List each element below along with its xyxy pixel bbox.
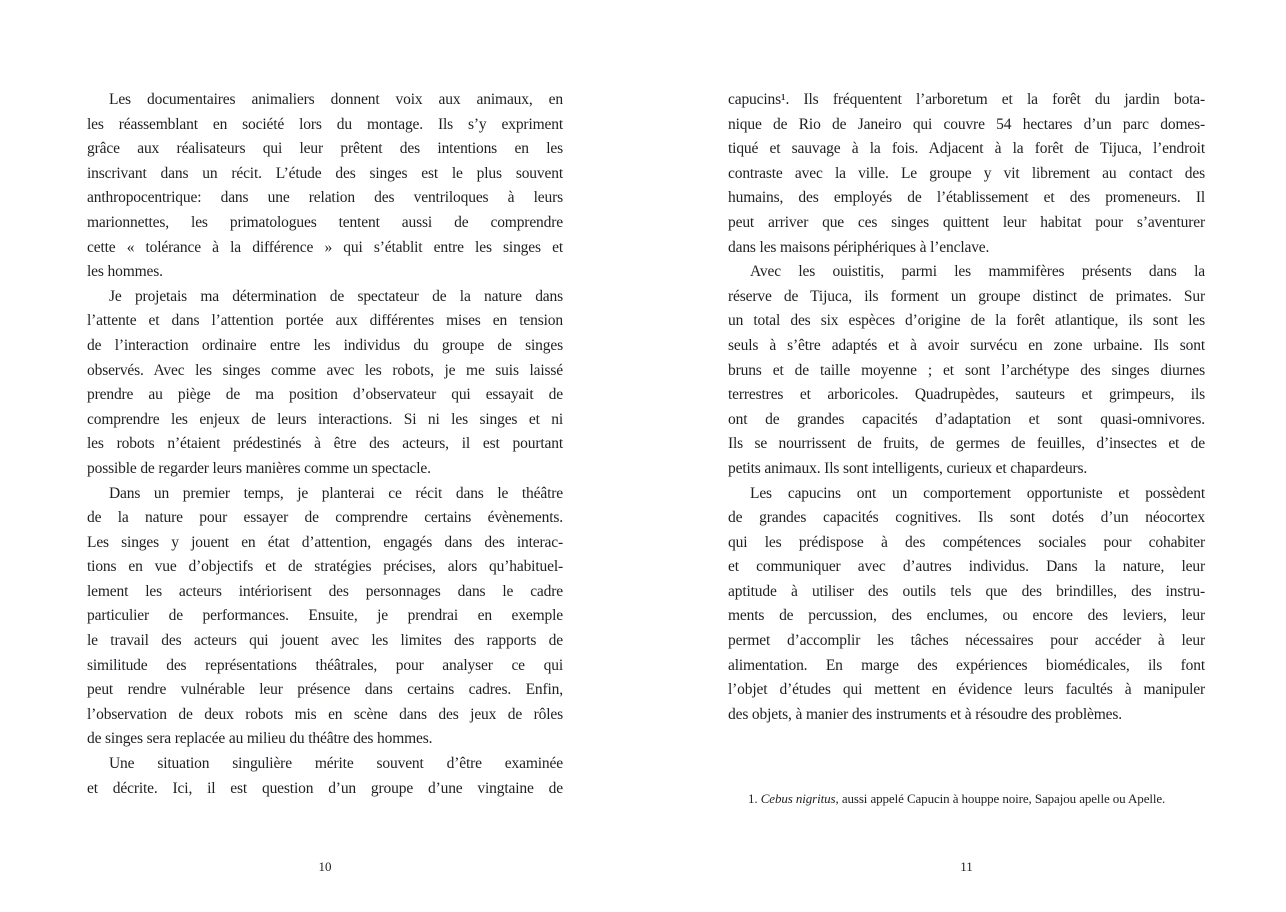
text-line: l’attente et dans l’attention portée aux différentes mises en tension <box>87 312 563 330</box>
footnote-text: , aussi appelé Capucin à houppe noire, Sapajou apelle ou Apelle. <box>835 791 1166 806</box>
text-line: les hommes. <box>87 263 163 281</box>
text-line: marionnettes, les primatologues tentent aussi de comprendre <box>87 213 563 231</box>
text-line: Une situation singulière mérite souvent d’être examinée <box>109 755 563 773</box>
text-line: les robots n’étaient prédestinés à être des acteurs, il est pourtant <box>87 435 563 453</box>
text-line: inscrivant dans un récit. L’étude des singes est le plus souvent <box>87 164 563 182</box>
text-line: observés. Avec les singes comme avec les robots, je me suis laissé <box>87 361 563 379</box>
text-line: de l’interaction ordinaire entre les individus du groupe de singes <box>87 336 563 354</box>
text-line: Les capucins ont un comportement opportuniste et possèdent <box>750 484 1205 502</box>
text-block <box>87 88 563 801</box>
page-number-right: 11 <box>960 859 973 874</box>
text-line: l’objet d’études qui mettent en évidence leurs facultés à manipuler <box>728 681 1205 699</box>
text-line: Les singes y jouent en état d’attention, engagés dans des interac- <box>87 533 563 551</box>
text-line: peut arriver que ces singes quittent leur habitat pour s’aventurer <box>728 213 1205 231</box>
text-line: réserve de Tijuca, ils forment un groupe distinct de primates. Sur <box>728 287 1205 305</box>
text-line: et décrite. Ici, il est question d’un groupe d’une vingtaine de <box>87 779 563 797</box>
footnote-species-name: Cebus nigritus <box>760 791 836 806</box>
text-line: tions en vue d’objectifs et de stratégies précises, alors qu’habituel- <box>87 558 563 576</box>
text-line: terrestres et arboricoles. Quadrupèdes, sauteurs et grimpeurs, ils <box>728 386 1205 404</box>
text-line: petits animaux. Ils sont intelligents, curieux et chapardeurs. <box>728 459 1088 477</box>
page-left <box>87 0 563 912</box>
paragraph <box>728 88 1205 260</box>
text-line: l’observation de deux robots mis en scène dans des jeux de rôles <box>87 705 563 723</box>
text-line: bruns et de taille moyenne ; et sont l’archétype des singes diurnes <box>728 361 1205 379</box>
text-line: humains, des employés de l’établissement et des promeneurs. Il <box>728 189 1205 207</box>
paragraph <box>87 88 563 285</box>
text-line: lement les acteurs intériorisent des personnages dans le cadre <box>87 582 563 600</box>
paragraph <box>728 482 1205 728</box>
text-line: dans les maisons périphériques à l’enclave. <box>728 238 990 256</box>
text-line: le travail des acteurs qui jouent avec les limites des rapports de <box>87 632 563 650</box>
text-line: aptitude à utiliser des outils tels que des brindilles, des instru- <box>728 582 1205 600</box>
paragraph <box>87 482 563 753</box>
text-line: seuls à s’être adaptés et à avoir survécu en zone urbaine. Ils sont <box>728 336 1205 354</box>
paragraph <box>728 260 1205 481</box>
text-block <box>728 88 1205 727</box>
text-line: grâce aux réalisateurs qui leur prêtent des intentions en les <box>87 140 563 158</box>
text-line: ments de percussion, des enclumes, ou encore des leviers, leur <box>728 607 1205 625</box>
text-line: qui les prédispose à des compétences sociales pour cohabiter <box>728 533 1205 551</box>
page-number-left: 10 <box>318 859 332 874</box>
text-line: tiqué et sauvage à la fois. Adjacent à la forêt de Tijuca, l’endroit <box>728 140 1205 158</box>
text-line: Dans un premier temps, je planterai ce récit dans le théâtre <box>109 484 563 502</box>
text-line: ont de grandes capacités d’adaptation et sont quasi-omnivores. <box>728 410 1205 428</box>
text-line: prendre au piège de ma position d’observateur qui essayait de <box>87 386 563 404</box>
text-line: Les documentaires animaliers donnent voix aux animaux, en <box>109 91 563 108</box>
text-line: anthropocentrique: dans une relation des ventriloques à leurs <box>87 189 563 207</box>
text-line: nique de Rio de Janeiro qui couvre 54 hectares d’un parc domes- <box>728 115 1205 133</box>
text-line: et communiquer avec d’autres individus. Dans la nature, leur <box>728 558 1205 576</box>
text-line: similitude des représentations théâtrales, pour analyser ce qui <box>87 656 563 674</box>
text-line: contraste avec la ville. Le groupe y vit librement au contact des <box>728 164 1205 182</box>
text-line: alimentation. En marge des expériences biomédicales, ils font <box>728 656 1205 674</box>
text-line: de singes sera replacée au milieu du théâtre des hommes. <box>87 730 433 748</box>
page-right <box>728 0 1205 912</box>
text-line: Je projetais ma détermination de spectateur de la nature dans <box>109 287 563 305</box>
text-line: les réassemblant en société lors du montage. Ils s’y expriment <box>87 115 563 133</box>
text-line: Avec les ouistitis, parmi les mammifères présents dans la <box>750 263 1205 281</box>
text-line: comprendre les enjeux de leurs interactions. Si ni les singes et ni <box>87 410 563 428</box>
paragraph <box>87 285 563 482</box>
text-line: capucins¹. Ils fréquentent l’arboretum et la forêt du jardin bota- <box>728 91 1205 108</box>
text-line: peut rendre vulnérable leur présence dans certains cadres. Enfin, <box>87 681 563 699</box>
text-line: permet d’accomplir les tâches nécessaires pour accéder à leur <box>728 632 1205 650</box>
text-line: de la nature pour essayer de comprendre certains évènements. <box>87 509 563 527</box>
text-line: cette « tolérance à la différence » qui s’établit entre les singes et <box>87 238 563 256</box>
text-line: Ils se nourrissent de fruits, de germes de feuilles, d’insectes et de <box>728 435 1205 453</box>
text-line: particulier de performances. Ensuite, je prendrai en exemple <box>87 607 563 625</box>
text-line: un total des six espèces d’origine de la forêt atlantique, ils sont les <box>728 312 1205 330</box>
text-line: possible de regarder leurs manières comme un spectacle. <box>87 459 431 477</box>
footnote-text: 1. <box>748 791 761 806</box>
text-line: de grandes capacités cognitives. Ils sont dotés d’un néocortex <box>728 509 1205 527</box>
footnote <box>728 790 1205 807</box>
text-line: des objets, à manier des instruments et à résoudre des problèmes. <box>728 705 1122 723</box>
paragraph <box>87 752 563 801</box>
